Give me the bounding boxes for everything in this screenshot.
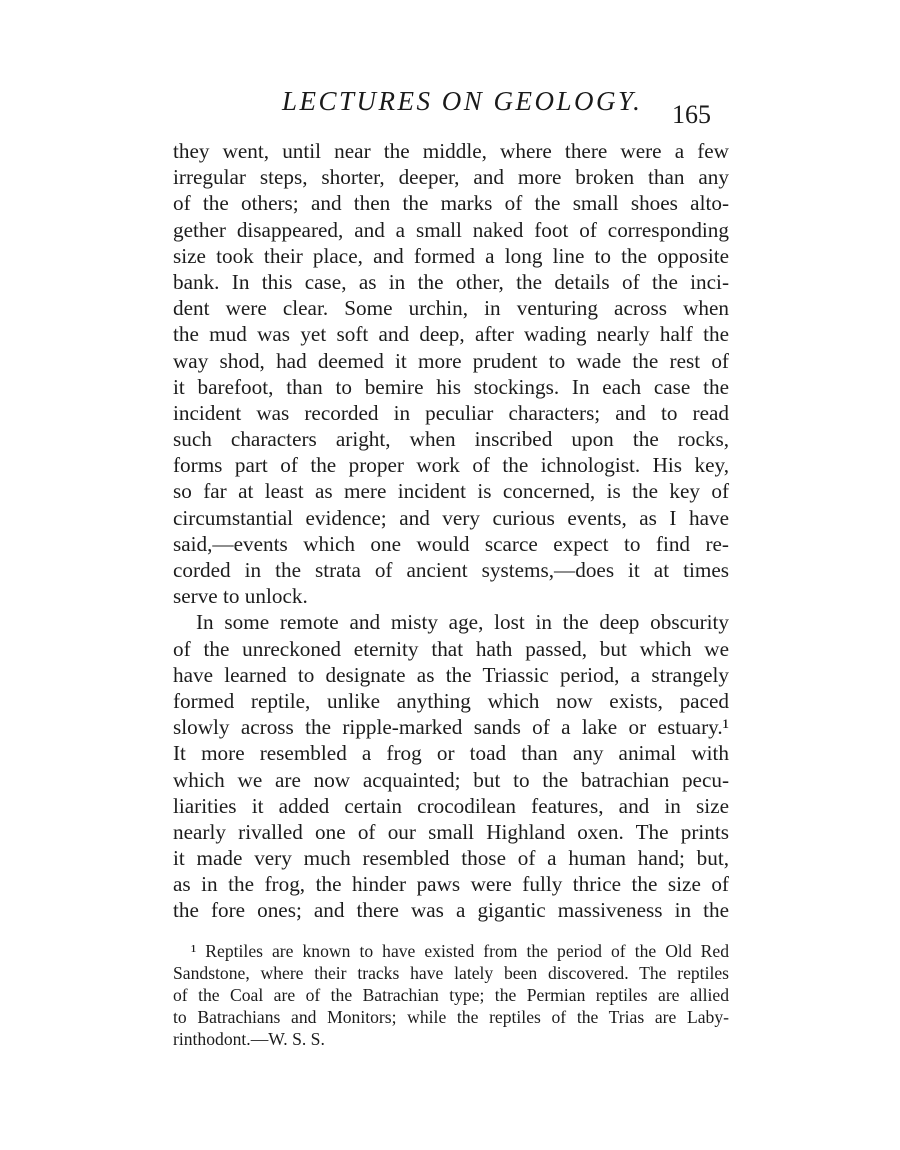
body-line: so far at least as mere incident is concerned, is the key of	[173, 479, 729, 504]
body-line: the mud was yet soft and deep, after wading nearly half the	[173, 322, 729, 347]
body-line: dent were clear. Some urchin, in venturing across when	[173, 296, 729, 321]
body-line: gether disappeared, and a small naked foot of corresponding	[173, 217, 729, 242]
footnote-line: rinthodont.—W. S. S.	[173, 1029, 325, 1049]
body-line: have learned to designate as the Triassic period, a strangely	[173, 662, 729, 687]
body-line: the fore ones; and there was a gigantic massiveness in the	[173, 898, 729, 923]
body-line: it made very much resembled those of a human hand; but,	[173, 846, 729, 871]
body-line: way shod, had deemed it more prudent to wade the rest of	[173, 348, 729, 373]
footnote-line: ¹ Reptiles are known to have existed from the period of the Old Red	[191, 941, 729, 961]
body-line: It more resembled a frog or toad than any animal with	[173, 741, 729, 766]
body-line: they went, until near the middle, where there were a few	[173, 139, 729, 163]
body-line: bank. In this case, as in the other, the details of the inci-	[173, 269, 729, 294]
body-line: serve to unlock.	[173, 584, 308, 609]
body-line: said,—events which one would scarce expect to find re-	[173, 531, 729, 556]
body-line: corded in the strata of ancient systems,—does it at times	[173, 558, 729, 582]
footnote	[173, 940, 729, 1050]
footnote-line: of the Coal are of the Batrachian type; the Permian reptiles are allied	[173, 985, 729, 1005]
body-line: liarities it added certain crocodilean features, and in size	[173, 793, 729, 818]
body-line: as in the frog, the hinder paws were fully thrice the size of	[173, 872, 729, 897]
body-line: incident was recorded in peculiar characters; and to read	[173, 400, 729, 425]
body-line: which we are now acquainted; but to the batrachian pecu-	[173, 767, 729, 792]
body-line: of the others; and then the marks of the small shoes alto-	[173, 191, 729, 216]
page-number: 165	[672, 100, 711, 129]
body-line: nearly rivalled one of our small Highland oxen. The prints	[173, 819, 729, 844]
running-title: LECTURES ON GEOLOGY.	[282, 86, 643, 116]
body-line: forms part of the proper work of the ichnologist. His key,	[173, 453, 729, 478]
body-text	[173, 138, 729, 924]
body-line: size took their place, and formed a long line to the opposite	[173, 243, 729, 268]
footnote-line: Sandstone, where their tracks have lately been discovered. The reptiles	[173, 963, 729, 983]
body-line: circumstantial evidence; and very curious events, as I have	[173, 505, 729, 530]
body-line: it barefoot, than to bemire his stockings. In each case the	[173, 374, 729, 399]
body-line: such characters aright, when inscribed upon the rocks,	[173, 427, 729, 452]
body-line: slowly across the ripple-marked sands of a lake or estuary.¹	[173, 715, 729, 740]
body-line: of the unreckoned eternity that hath passed, but which we	[173, 636, 729, 661]
body-line: formed reptile, unlike anything which now exists, paced	[173, 688, 729, 713]
body-line: irregular steps, shorter, deeper, and more broken than any	[173, 165, 729, 190]
body-line: In some remote and misty age, lost in the deep obscurity	[196, 610, 729, 635]
footnote-line: to Batrachians and Monitors; while the reptiles of the Trias are Laby-	[173, 1007, 729, 1027]
